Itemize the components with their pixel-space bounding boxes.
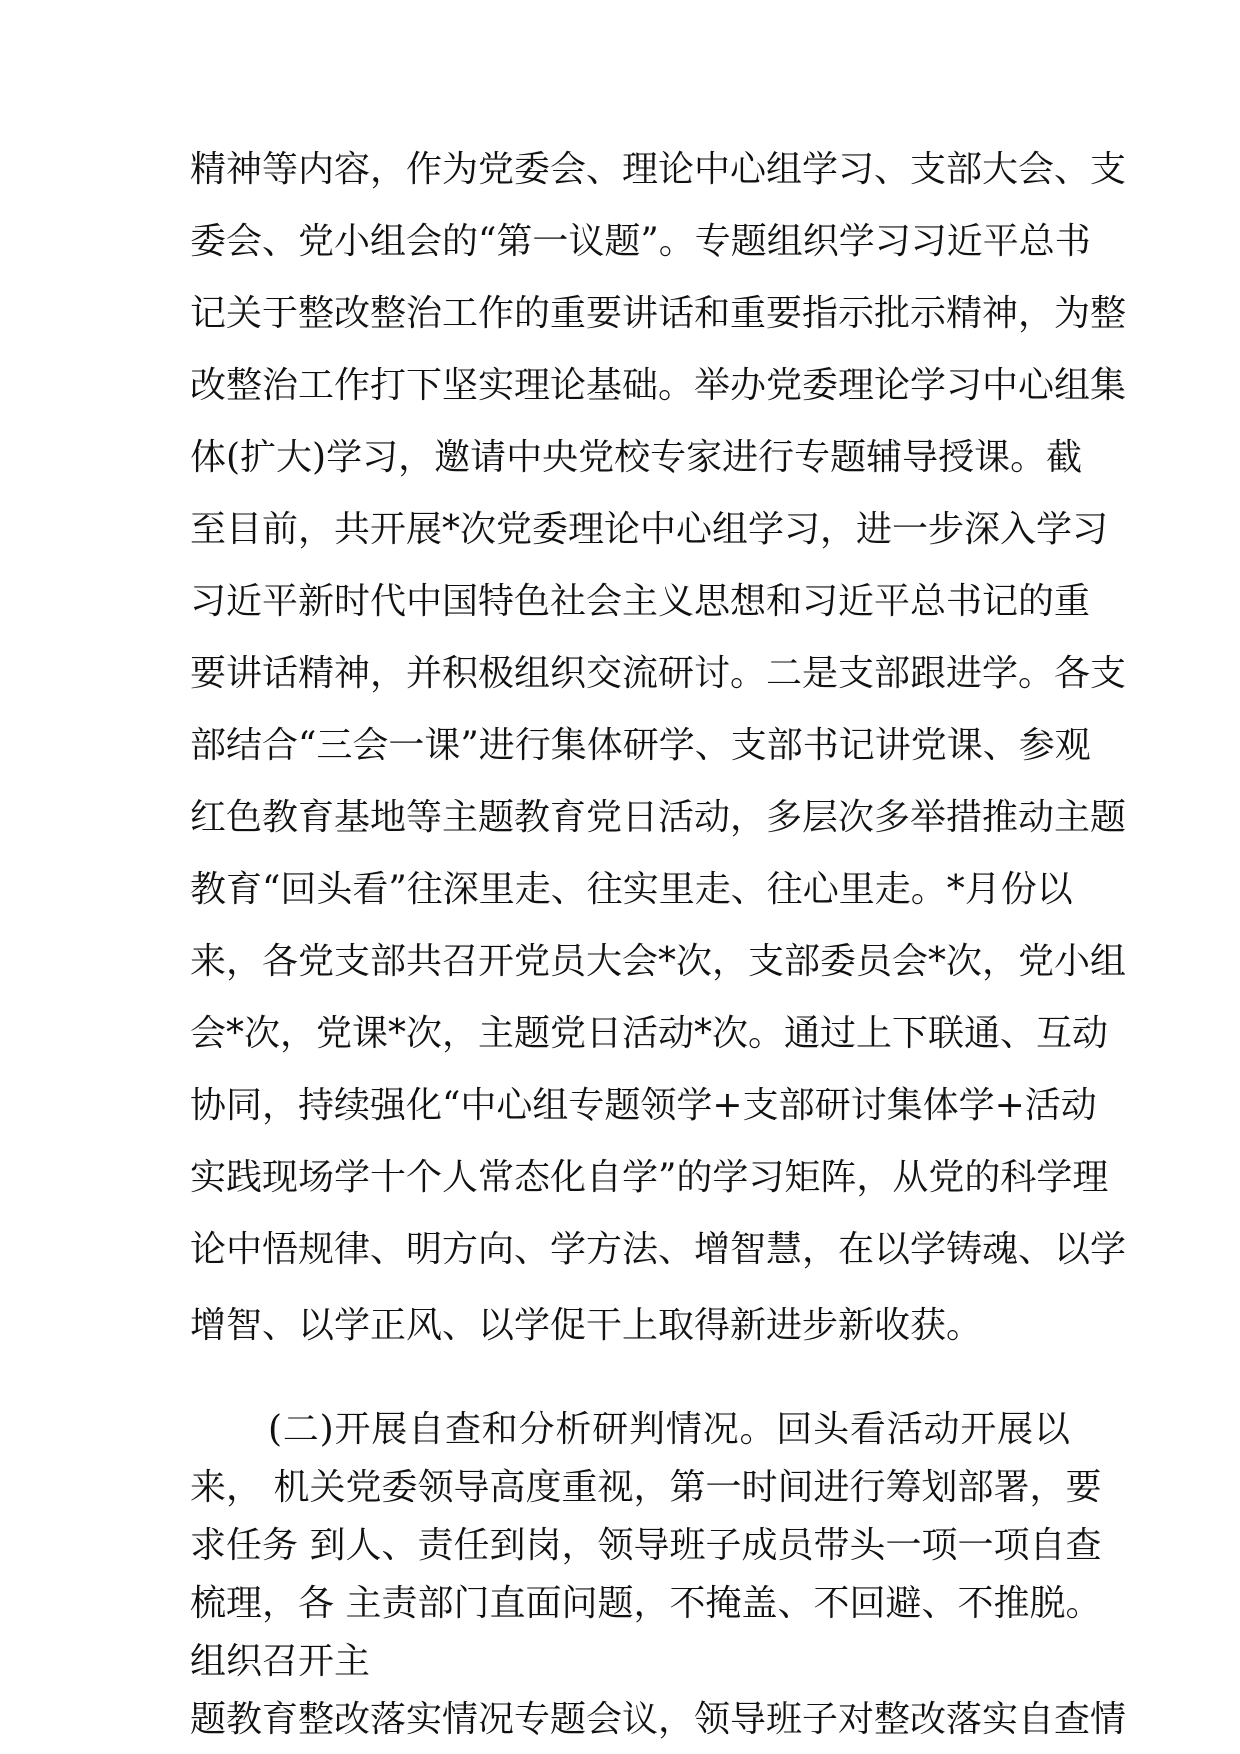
paragraph-2-line-1: (二)开展自查和分析研判情况。回头看活动开展以 [268, 1409, 1070, 1450]
paragraph-1-line-1: 精神等内容，作为党委会、理论中心组学习、支部大会、支 [190, 149, 1127, 190]
paragraph-1-line-14: 协同，持续强化“中心组专题领学+支部研讨集体学+活动 [190, 1085, 1097, 1126]
paragraph-2-line-6: 题教育整改落实情况专题会议，领导班子对整改落实自查情 [190, 1699, 1127, 1740]
paragraph-1-line-2: 委会、党小组会的“第一议题”。专题组织学习习近平总书 [190, 221, 1091, 262]
paragraph-1-line-8: 要讲话精神，并积极组织交流研讨。二是支部跟进学。各支 [190, 653, 1127, 694]
paragraph-2-line-3: 求任务 到人、责任到岗，领导班子成员带头一项一项自查 [190, 1525, 1102, 1566]
paragraph-1-line-9: 部结合“三会一课”进行集体研学、支部书记讲党课、参观 [190, 725, 1091, 766]
paragraph-1-line-17: 增智、以学正风、以学促干上取得新进步新收获。 [190, 1305, 983, 1346]
paragraph-1-line-11: 教育“回头看”往深里走、往实里走、往心里走。*月份以 [190, 869, 1073, 910]
paragraph-1-line-13: 会*次，党课*次，主题党日活动*次。通过上下联通、互动 [190, 1013, 1109, 1054]
paragraph-2-line-2: 来， 机关党委领导高度重视，第一时间进行筹划部署，要 [190, 1467, 1102, 1508]
paragraph-1-line-15: 实践现场学十个人常态化自学”的学习矩阵，从党的科学理 [190, 1157, 1109, 1198]
paragraph-1-line-3: 记关于整改整治工作的重要讲话和重要指示批示精神，为整 [190, 293, 1127, 334]
paragraph-1-line-7: 习近平新时代中国特色社会主义思想和习近平总书记的重 [190, 581, 1091, 622]
paragraph-2-line-4: 梳理，各 主责部门直面问题，不掩盖、不回避、不推脱。 [190, 1583, 1102, 1624]
paragraph-2-line-5: 组织召开主 [190, 1641, 371, 1682]
paragraph-1-line-5: 体(扩大)学习，邀请中央党校专家进行专题辅导授课。截 [190, 437, 1083, 478]
paragraph-1-line-12: 来，各党支部共召开党员大会*次，支部委员会*次，党小组 [190, 941, 1127, 982]
paragraph-1-line-10: 红色教育基地等主题教育党日活动，多层次多举措推动主题 [190, 797, 1127, 838]
paragraph-1-line-16: 论中悟规律、明方向、学方法、增智慧，在以学铸魂、以学 [190, 1229, 1127, 1270]
paragraph-1-line-4: 改整治工作打下坚实理论基础。举办党委理论学习中心组集 [190, 365, 1127, 406]
paragraph-1-line-6: 至目前，共开展*次党委理论中心组学习，进一步深入学习 [190, 509, 1109, 550]
